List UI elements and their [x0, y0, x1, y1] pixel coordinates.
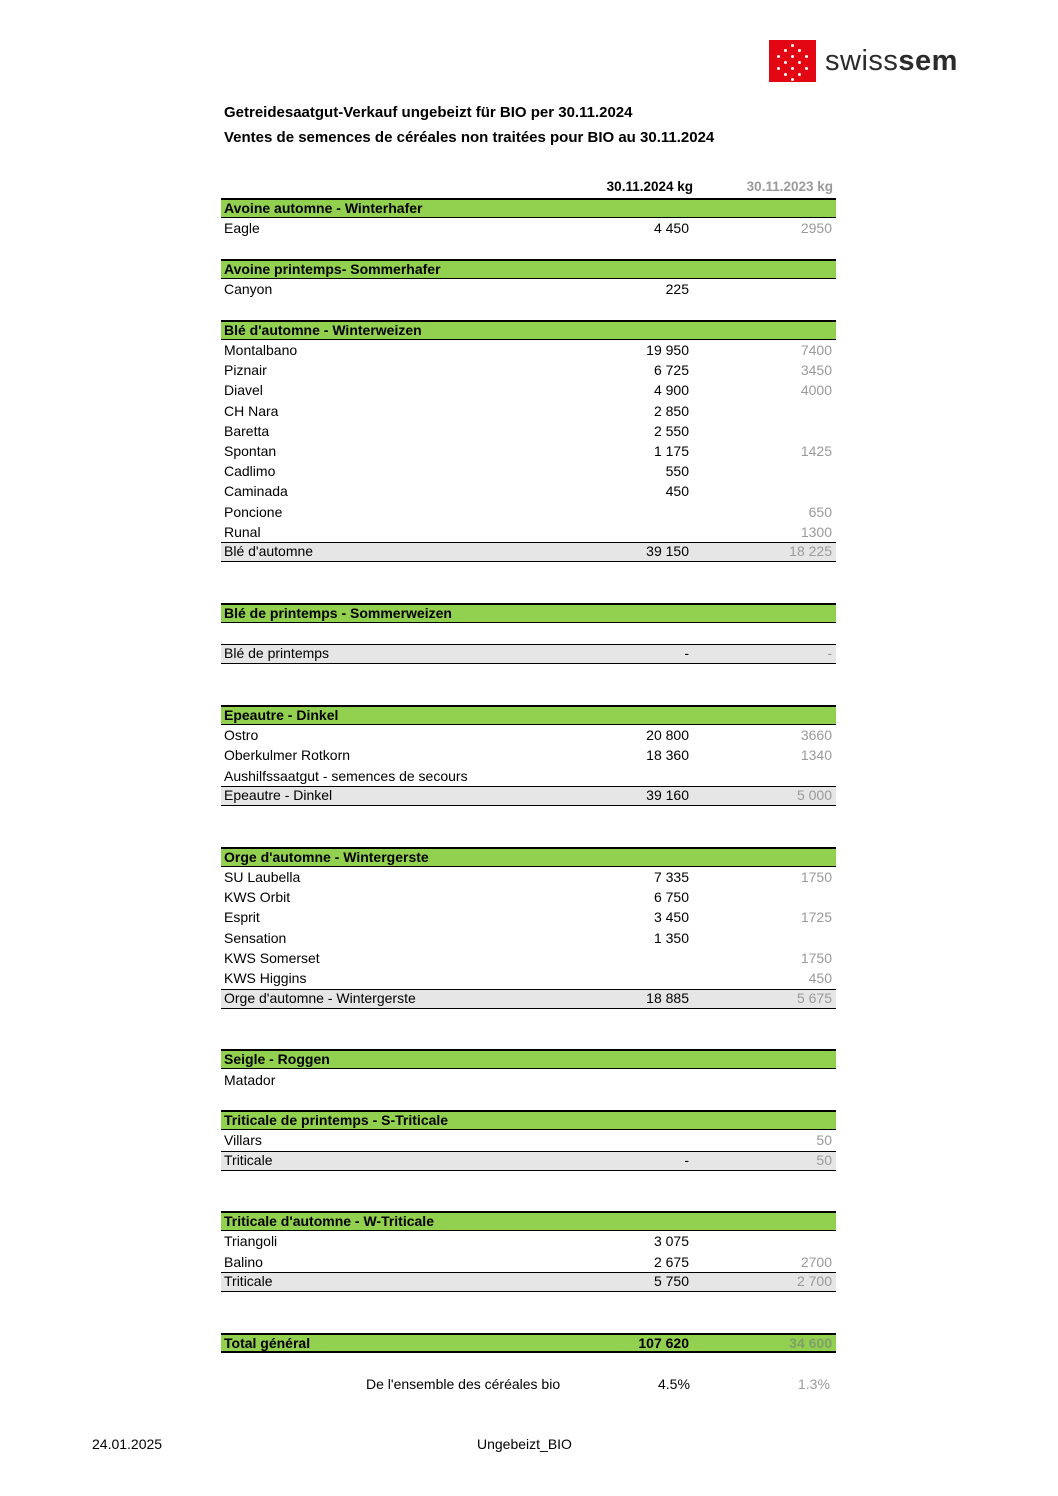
row-value-2023: 7400 — [800, 342, 832, 358]
row-value-2024: 1 350 — [653, 930, 689, 946]
row-label: Epeautre - Dinkel — [224, 787, 333, 803]
row-label: Cadlimo — [224, 463, 276, 479]
row-value-2024: 1 175 — [653, 443, 689, 459]
row-value-2024: 18 360 — [646, 747, 689, 763]
table-row — [221, 481, 836, 501]
title-german: Getreidesaatgut-Verkauf ungebeizt für BIO per 30.11.2024 — [224, 104, 633, 121]
table-row — [221, 441, 836, 461]
row-label: Canyon — [224, 281, 273, 297]
row-value-2023: 1340 — [800, 747, 832, 763]
row-value-2023: 650 — [808, 504, 832, 520]
table-row — [221, 745, 836, 765]
row-value-2024: 3 450 — [653, 909, 689, 925]
row-value-2024: 2 550 — [653, 423, 689, 439]
row-value-2024: 20 800 — [646, 727, 689, 743]
row-value-2024: 4 450 — [653, 220, 689, 236]
row-value-2023: 3450 — [800, 362, 832, 378]
row-value-2024: 6 750 — [653, 889, 689, 905]
row-label: Villars — [224, 1132, 262, 1148]
row-label: Esprit — [224, 909, 260, 925]
table-row — [221, 218, 836, 238]
row-label: Montalbano — [224, 342, 298, 358]
table-row — [221, 461, 836, 481]
share-current: 4.5% — [658, 1376, 690, 1392]
section-header-row — [221, 603, 836, 623]
subtotal-row — [221, 1151, 836, 1171]
subtotal-row — [221, 542, 836, 562]
table-row — [221, 968, 836, 988]
row-value-2024: 550 — [665, 463, 689, 479]
row-value-2024: 225 — [665, 281, 689, 297]
table-row — [221, 907, 836, 927]
row-value-2024: 6 725 — [653, 362, 689, 378]
footer-sheet-name: Ungebeizt_BIO — [477, 1436, 572, 1452]
table-row — [221, 279, 836, 299]
row-value-2023: 1750 — [800, 869, 832, 885]
section-header-row — [221, 198, 836, 218]
row-label: KWS Somerset — [224, 950, 320, 966]
swisssem-logo — [769, 40, 958, 82]
table-row — [221, 340, 836, 360]
row-label: Balino — [224, 1254, 263, 1270]
subtotal-row — [221, 786, 836, 806]
row-value-2024: 39 150 — [646, 543, 689, 559]
row-label: Runal — [224, 524, 261, 540]
section-header-row — [221, 847, 836, 867]
row-value-2023: 3660 — [800, 727, 832, 743]
section-header-row — [221, 1049, 836, 1069]
table-row — [221, 1130, 836, 1150]
grand-total-row — [221, 1333, 836, 1353]
row-label: KWS Higgins — [224, 970, 307, 986]
row-label: Spontan — [224, 443, 277, 459]
share-label: De l'ensemble des céréales bio — [366, 1376, 561, 1392]
row-value-2023: 50 — [816, 1132, 832, 1148]
row-label: Total général — [224, 1335, 311, 1351]
row-label: Baretta — [224, 423, 270, 439]
table-row — [221, 1070, 836, 1090]
row-value-2024: 5 750 — [653, 1273, 689, 1289]
table-row — [221, 522, 836, 542]
table-row — [221, 948, 836, 968]
row-value-2023: 5 675 — [796, 990, 832, 1006]
row-label: Aushilfssaatgut - semences de secours — [224, 768, 468, 784]
section-header-row — [221, 320, 836, 340]
row-value-2024: 450 — [665, 483, 689, 499]
logo-wordmark: swisssem — [825, 44, 958, 77]
row-value-2023: 2950 — [800, 220, 832, 236]
table-row — [221, 867, 836, 887]
row-value-2023: 34 600 — [789, 1335, 832, 1351]
table-row — [221, 1231, 836, 1251]
subtotal-row — [221, 644, 836, 664]
row-label: Epeautre - Dinkel — [224, 707, 339, 723]
row-label: Diavel — [224, 382, 263, 398]
subtotal-row — [221, 989, 836, 1009]
footer-date: 24.01.2025 — [92, 1436, 163, 1452]
row-value-2023: 2 700 — [796, 1273, 832, 1289]
row-value-2024: 3 075 — [653, 1233, 689, 1249]
row-label: KWS Orbit — [224, 889, 291, 905]
row-label: Poncione — [224, 504, 283, 520]
row-value-2024: 7 335 — [653, 869, 689, 885]
row-label: Piznair — [224, 362, 267, 378]
row-value-2024: 2 850 — [653, 403, 689, 419]
section-header-row — [221, 705, 836, 725]
row-label: Matador — [224, 1072, 276, 1088]
subtotal-row — [221, 1272, 836, 1292]
row-label: Avoine printemps- Sommerhafer — [224, 261, 441, 277]
share-previous: 1.3% — [798, 1376, 830, 1392]
row-label: Blé d'automne — [224, 543, 314, 559]
table-row — [221, 887, 836, 907]
row-value-2023: 1425 — [800, 443, 832, 459]
table-row — [221, 360, 836, 380]
row-label: Triticale de printemps - S-Triticale — [224, 1112, 449, 1128]
row-label: Blé de printemps — [224, 645, 330, 661]
row-value-2023: 4000 — [800, 382, 832, 398]
row-label: Triticale d'automne - W-Triticale — [224, 1213, 434, 1229]
column-header-2023: 30.11.2023 kg — [746, 179, 833, 194]
row-label: Blé d'automne - Winterweizen — [224, 322, 422, 338]
row-value-2024: 2 675 — [653, 1254, 689, 1270]
table-row — [221, 401, 836, 421]
row-value-2023: 1750 — [800, 950, 832, 966]
row-label: Avoine automne - Winterhafer — [224, 200, 423, 216]
row-value-2024: - — [684, 645, 689, 661]
section-header-row — [221, 1110, 836, 1130]
row-label: CH Nara — [224, 403, 279, 419]
table-row — [221, 380, 836, 400]
row-label: Triticale — [224, 1273, 273, 1289]
row-label: Seigle - Roggen — [224, 1051, 330, 1067]
row-label: Triangoli — [224, 1233, 278, 1249]
table-row — [221, 1252, 836, 1272]
row-value-2023: 18 225 — [789, 543, 832, 559]
row-value-2024: 18 885 — [646, 990, 689, 1006]
title-french: Ventes de semences de céréales non traitées pour BIO au 30.11.2024 — [224, 129, 715, 146]
table-row — [221, 766, 836, 786]
row-label: SU Laubella — [224, 869, 301, 885]
table-row — [221, 928, 836, 948]
row-value-2023: 50 — [816, 1152, 832, 1168]
row-label: Blé de printemps - Sommerweizen — [224, 605, 452, 621]
table-row — [221, 421, 836, 441]
row-value-2023: 1300 — [800, 524, 832, 540]
section-header-row — [221, 1211, 836, 1231]
row-label: Triticale — [224, 1152, 273, 1168]
row-label: Eagle — [224, 220, 260, 236]
row-label: Sensation — [224, 930, 287, 946]
table-row — [221, 725, 836, 745]
row-value-2024: 107 620 — [638, 1335, 689, 1351]
row-value-2023: 1725 — [800, 909, 832, 925]
row-label: Orge d'automne - Wintergerste — [224, 990, 416, 1006]
row-value-2024: 19 950 — [646, 342, 689, 358]
divider — [221, 644, 836, 645]
row-value-2023: 450 — [808, 970, 832, 986]
row-label: Oberkulmer Rotkorn — [224, 747, 351, 763]
row-value-2023: - — [827, 645, 832, 661]
row-value-2024: 4 900 — [653, 382, 689, 398]
row-label: Ostro — [224, 727, 259, 743]
column-header-2024: 30.11.2024 kg — [606, 179, 693, 194]
row-value-2024: - — [684, 1152, 689, 1168]
row-label: Orge d'automne - Wintergerste — [224, 849, 429, 865]
row-value-2023: 5 000 — [796, 787, 832, 803]
section-header-row — [221, 259, 836, 279]
logo-dots-icon — [769, 40, 816, 82]
row-value-2023: 2700 — [800, 1254, 832, 1270]
row-value-2024: 39 160 — [646, 787, 689, 803]
table-row — [221, 502, 836, 522]
row-label: Caminada — [224, 483, 288, 499]
